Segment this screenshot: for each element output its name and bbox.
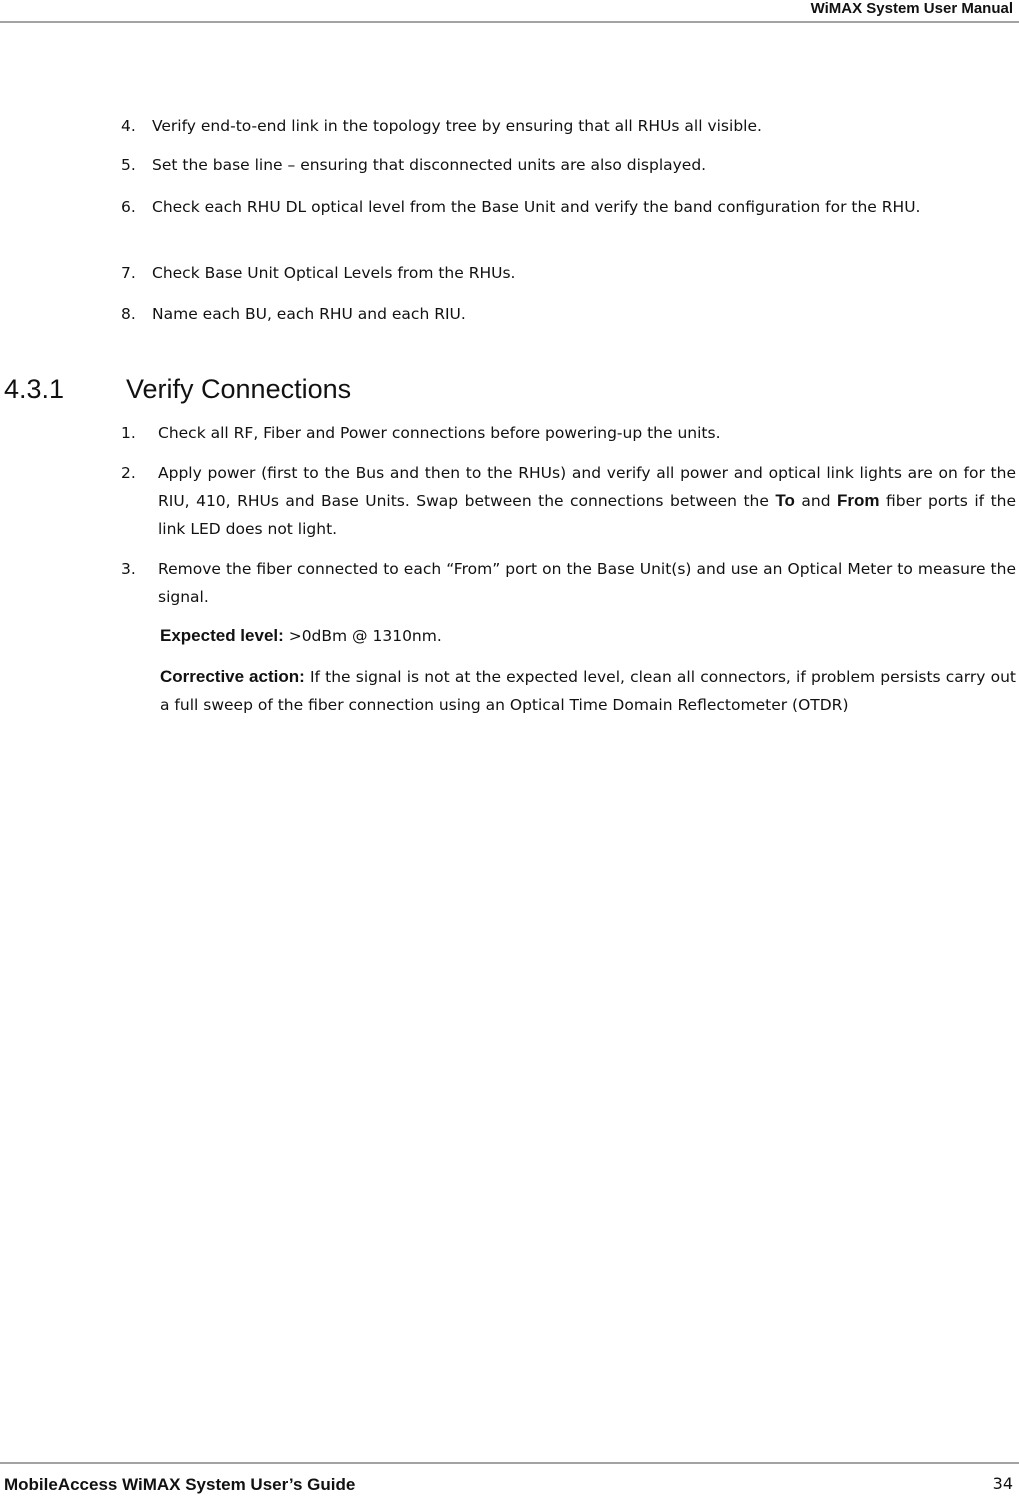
list-item-number: 8.	[121, 305, 136, 323]
list-item-text: Remove the fiber connected to each “From” port on the Base Unit(s) and use an Optical Meter to measure the signal.	[158, 560, 1016, 606]
list-item	[121, 193, 1014, 221]
expected-level-label: Expected level:	[160, 626, 284, 645]
list-item-text: Set the base line – ensuring that disconnected units are also displayed.	[152, 156, 707, 174]
list-item-number: 2.	[121, 464, 136, 482]
list-item	[121, 459, 1017, 543]
text-run: fiber ports if the link LED does not light.	[158, 492, 1017, 538]
bold-term-from: From	[837, 491, 880, 510]
bold-term-to: To	[775, 491, 795, 510]
list-item-text	[158, 459, 1016, 543]
list-item-text: Verify end-to-end link in the topology tree by ensuring that all RHUs all visible.	[152, 117, 762, 135]
list-item	[121, 151, 1014, 179]
list-item	[121, 419, 1016, 447]
expected-level-value: >0dBm @ 1310nm.	[283, 627, 442, 645]
section-title: Verify Connections	[126, 374, 352, 404]
corrective-action-label: Corrective action:	[160, 667, 305, 686]
list-item	[121, 555, 1016, 611]
list-item-number: 1.	[121, 424, 136, 442]
corrective-action-text: If the signal is not at the expected level, clean all connectors, if problem persists carry out a full sweep of the fiber connection using an Optical Time Domain Reflectometer (OTDR)	[160, 668, 1016, 714]
text-run: Apply power (first to the Bus and then to the RHUs) and verify all power and optical link lights are on for the RIU, 410, RHUs and Base Units. Swap between the connections between the	[158, 464, 1016, 510]
corrective-action-paragraph	[160, 663, 1016, 719]
text-run: and	[794, 492, 838, 510]
header-divider	[0, 21, 1019, 23]
list-item	[121, 259, 1014, 287]
list-item	[121, 300, 1014, 328]
section-heading	[4, 372, 351, 406]
list-item-number: 4.	[121, 117, 136, 135]
header-title: WiMAX System User Manual	[810, 0, 1013, 17]
page-number: 34	[992, 1474, 1013, 1493]
list-item-number: 7.	[121, 264, 136, 282]
list-item-text: Check each RHU DL optical level from the Base Unit and verify the band configuration for the RHU.	[152, 198, 921, 216]
list-item-text: Name each BU, each RHU and each RIU.	[152, 305, 466, 323]
list-item-number: 6.	[121, 198, 136, 216]
footer-guide-title: MobileAccess WiMAX System User’s Guide	[4, 1475, 356, 1494]
list-item-text: Check all RF, Fiber and Power connections before powering-up the units.	[158, 424, 721, 442]
expected-level-paragraph	[160, 622, 1016, 650]
list-item	[121, 112, 1014, 140]
footer-divider	[0, 1462, 1019, 1464]
list-item-text: Check Base Unit Optical Levels from the RHUs.	[152, 264, 516, 282]
list-item-number: 5.	[121, 156, 136, 174]
list-item-number: 3.	[121, 560, 136, 578]
section-number: 4.3.1	[4, 374, 65, 404]
